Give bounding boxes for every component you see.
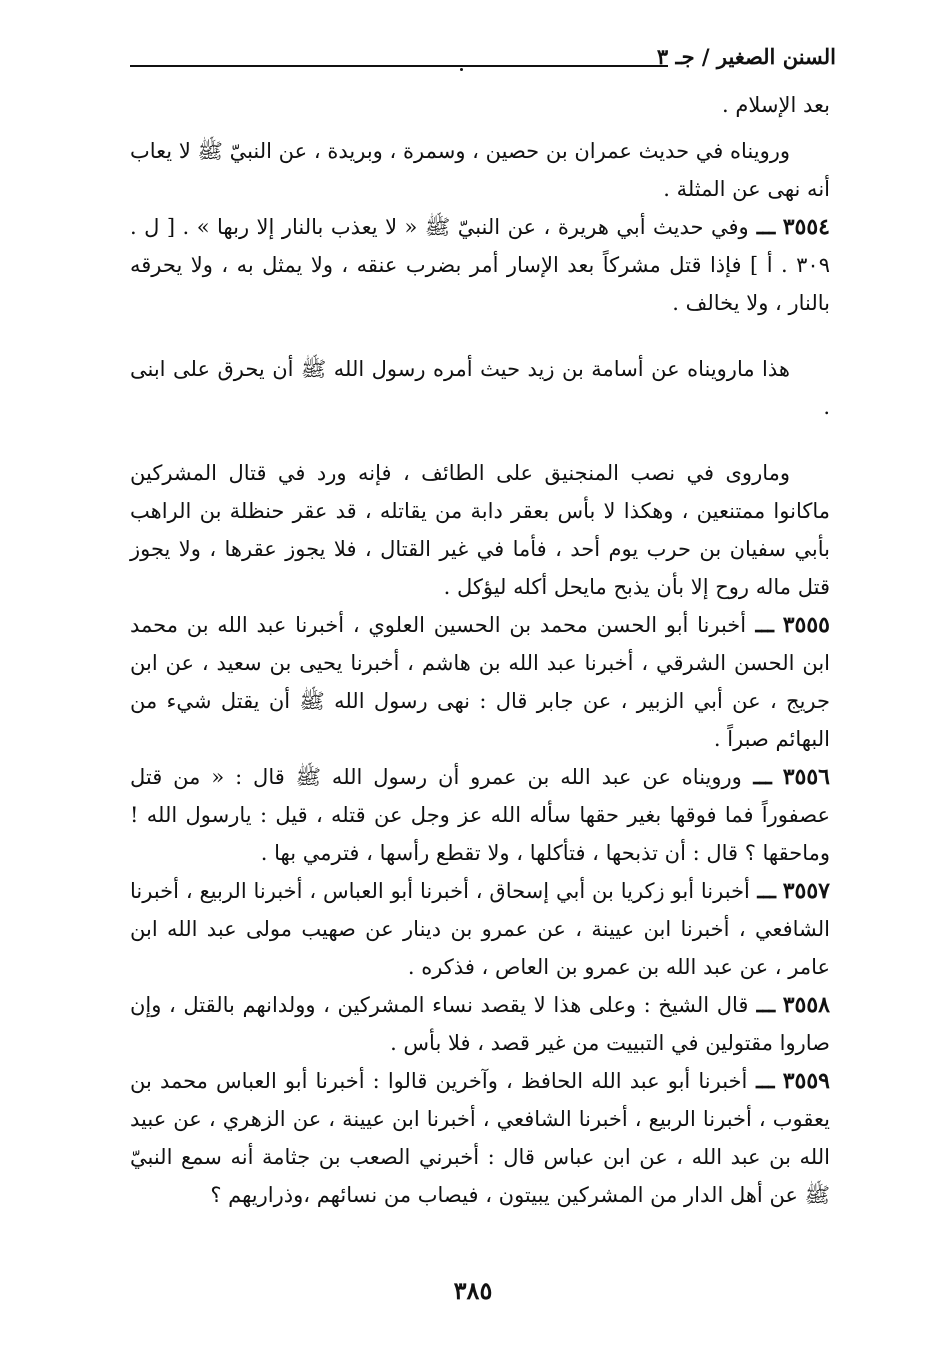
running-header: [130, 38, 836, 78]
hadith-entry: [130, 1062, 830, 1214]
hadith-text: وفي حديث أبي هريرة ، عن النبيّ ﷺ « لا يعذب بالنار إلا ربها » . [ ل . ٣٠٩ . أ ] فإذا قتل مشركاً بعد الإسار أمر بضرب عنقه ، ولا يمثل به ، ولا يحرقه بالنار ، ولا يخالف .: [130, 215, 830, 315]
header-dot: [460, 68, 463, 71]
hadith-dash: ـــ: [747, 1068, 775, 1093]
hadith-number: ٣٥٥٤: [782, 214, 830, 240]
hadith-number: ٣٥٥٦: [782, 764, 830, 790]
hadith-text: قال الشيخ : وعلى هذا لا يقصد نساء المشركين ، وولدانهم بالقتل ، وإن صاروا مقتولين في التبييت من غير قصد ، فلا بأس .: [130, 993, 830, 1055]
hadith-entry: [130, 606, 830, 758]
paragraph-text: وماروى في نصب المنجنيق على الطائف ، فإنه ورد في قتال المشركين ماكانوا ممتنعين ، وهكذا لا بأس بعقر دابة من يقاتله ، قد عقر حنظلة بن الراهب بأبي سفيان بن حرب يوم أحد ، فأما في غير القتال ، فلا يجوز عقرها ، ولا يجوز قتل ماله روح إلا بأن يذبح مايحل أكله ليؤكل .: [130, 461, 830, 599]
hadith-text: أخبرنا أبو زكريا بن أبي إسحاق ، أخبرنا أبو العباس ، أخبرنا الربيع ، أخبرنا الشافعي ، أخبرنا ابن عيينة ، عن عمرو بن دينار عن صهيب مولى عبد الله ابن عامر ، عن عبد الله بن عمرو بن العاص ، فذكره .: [130, 879, 830, 979]
hadith-entry: [130, 758, 830, 872]
hadith-dash: ـــ: [749, 878, 776, 903]
hadith-entry: [130, 872, 830, 986]
header-rule: [130, 65, 668, 67]
paragraph-text: بعد الإسلام .: [722, 93, 830, 117]
paragraph: [130, 132, 830, 208]
hadith-dash: ـــ: [748, 992, 776, 1017]
hadith-number: ٣٥٥٨: [782, 992, 830, 1018]
paragraph: [130, 350, 830, 426]
hadith-number: ٣٥٥٥: [782, 612, 830, 638]
page-body: [130, 86, 830, 1214]
hadith-text: ورويناه عن عبد الله بن عمرو أن رسول الله ﷺ قال : « من قتل عصفوراً فما فوقها بغير حقها سأله الله عز وجل عن قتله ، قيل : يارسول الله ! وماحقها ؟ قال : أن تذبحها ، فتأكلها ، ولا تقطع رأسها ، فترمي بها .: [130, 765, 830, 865]
paragraph-text: ورويناه في حديث عمران بن حصين ، وسمرة ، وبريدة ، عن النبيّ ﷺ لا يعاب أنه نهى عن المثلة .: [130, 139, 830, 201]
paragraph: [130, 454, 830, 606]
hadith-entry: [130, 986, 830, 1062]
hadith-dash: ـــ: [748, 214, 776, 239]
hadith-text: أخبرنا أبو عبد الله الحافظ ، وآخرين قالوا : أخبرنا أبو العباس محمد بن يعقوب ، أخبرنا الربيع ، أخبرنا الشافعي ، أخبرنا ابن عيينة ، عن الزهري ، عن عبيد الله بن عبد الله ، عن ابن عباس قال : أخبرني الصعب بن جثامة أنه سمع النبيّ ﷺ عن أهل الدار من المشركين يبيتون ، فيصاب من نسائهم ،وذراريهم ؟: [130, 1069, 830, 1207]
hadith-number: ٣٥٥٧: [782, 878, 830, 904]
hadith-text: أخبرنا أبو الحسن محمد بن الحسين العلوي ، أخبرنا عبد الله بن محمد ابن الحسن الشرقي ، أخبرنا عبد الله بن هاشم ، أخبرنا يحيى بن سعيد ، عن ابن جريج ، عن أبي الزبير ، عن جابر قال : نهى رسول الله ﷺ أن يقتل شيء من البهائم صبراً .: [130, 613, 830, 751]
running-header-title: السنن الصغير / جـ ٣: [656, 44, 836, 69]
paragraph-text: هذا مارويناه عن أسامة بن زيد حيث أمره رسول الله ﷺ أن يحرق على ابنى .: [130, 357, 830, 419]
hadith-dash: ـــ: [741, 764, 772, 789]
page-number: ٣٨٥: [453, 1276, 493, 1305]
hadith-dash: ـــ: [746, 612, 774, 637]
hadith-entry: [130, 208, 830, 322]
paragraph-continuation: [130, 86, 830, 124]
hadith-number: ٣٥٥٩: [782, 1068, 830, 1094]
